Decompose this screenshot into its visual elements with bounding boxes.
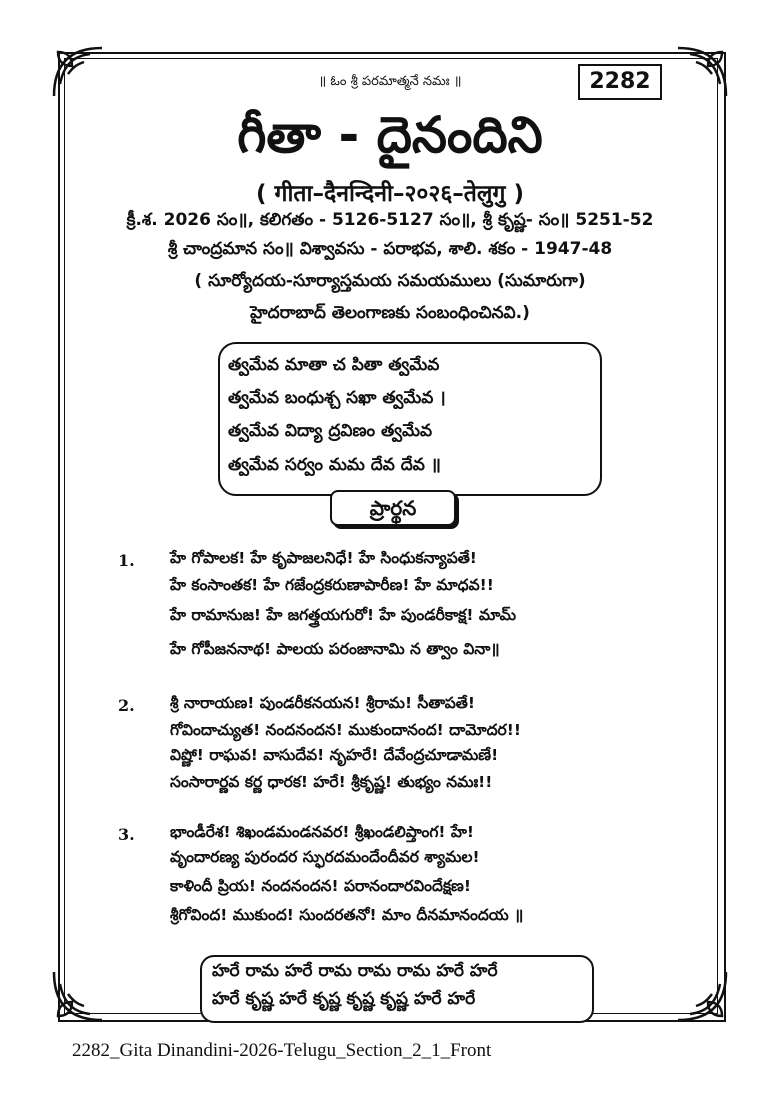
- corner-ornament-icon: [50, 968, 106, 1024]
- verse-line: త్వమేవ విద్యా ద్రవిణం త్వమేవ: [228, 421, 433, 441]
- prayer-line: శ్రీ నారాయణ! పుండరీకనయన! శ్రీరామ! సీతాపతే!: [170, 694, 475, 712]
- prayer-line: విష్ణో! రాఘవ! వాసుదేవ! నృహరే! దేవేంద్రచూడామణే!: [170, 746, 499, 764]
- file-caption: 2282_Gita Dinandini-2026-Telugu_Section_2_1_Front: [72, 1040, 492, 1061]
- prayer-line: కాళిందీ ప్రియ! నందనందన! పరానందారవిందేక్షణ!: [170, 877, 471, 895]
- prayer-line: వృందారణ్య పురందర స్ఫురదమందేందీవర శ్యామల!: [170, 848, 480, 866]
- note-line-2: హైదరాబాద్ తెలంగాణకు సంబంధించినవి.): [250, 303, 530, 323]
- mantra-line: హరే కృష్ణ హరే కృష్ణ కృష్ణ కృష్ణ హరే హరే: [212, 989, 476, 1009]
- samvat-line: శ్రీ చాంద్రమాన సం॥ విశ్వావసు - పరాభవ, శాలి. శకం - 1947-48: [167, 239, 613, 259]
- prayer-line: భాండీరేశ! శిఖండమండనవర! శ్రీఖండలిప్తాంగ! హే!: [170, 823, 474, 841]
- note-line-1: ( సూర్యోదయ-సూర్యాస్తమయ సమయములు (సుమారుగా): [194, 271, 586, 291]
- prayer-number: 2.: [118, 696, 135, 715]
- prayer-line: హే గోపీజననాథ! పాలయ పరంజానామి న త్వాం వినా॥: [170, 640, 500, 658]
- prayer-line: శ్రీగోవింద! ముకుంద! సుందరతనో! మాం దీనమానందయ ॥: [170, 906, 524, 924]
- prayer-line: సంసారార్ణవ కర్ణ ధారక! హరే! శ్రీకృష్ణ! తుభ్యం నమః!!: [170, 773, 493, 791]
- era-line: క్రీ.శ. 2026 సం॥, కలిగతం - 5126-5127 సం॥, శ్రీ కృష్ణ- సం॥ 5251-52: [126, 210, 654, 230]
- invocation: ॥ ఓం శ్రీ పరమాత్మనే నమః ॥: [318, 74, 462, 89]
- prayer-heading: ప్రార్థన: [330, 490, 456, 526]
- prayer-line: హే గోపాలక! హే కృపాజలనిధే! హే సింధుకన్యాపతే!: [170, 549, 477, 567]
- prayer-line: గోవిందాచ్యుత! నందనందన! ముకుందానంద! దామోదర!!: [170, 721, 521, 739]
- prayer-line: హే కంసాంతక! హే గజేంద్రకరుణాపారీణ! హే మాధవ!!: [170, 576, 494, 594]
- verse-line: త్వమేవ బంధుశ్చ సఖా త్వమేవ ।: [228, 388, 446, 408]
- prayer-number: 3.: [118, 825, 135, 844]
- verse-line: త్వమేవ మాతా చ పితా త్వమేవ: [228, 355, 440, 375]
- page-title: గీతా - దైనందిని: [237, 106, 543, 164]
- prayer-line: హే రామానుజ! హే జగత్త్రయగురో! హే పుండరీకాక్ష! మామ్: [170, 606, 517, 624]
- prayer-number: 1.: [118, 551, 135, 570]
- subtitle-hindi: ( गीता–दैनन्दिनी–२०२६–तेलुगु ): [256, 181, 524, 207]
- corner-ornament-icon: [674, 968, 730, 1024]
- verse-line: త్వమేవ సర్వం మమ దేవ దేవ ॥: [228, 455, 441, 475]
- item-number-badge: 2282: [578, 64, 662, 100]
- mantra-line: హరే రామ హరే రామ రామ రామ హరే హరే: [212, 961, 498, 981]
